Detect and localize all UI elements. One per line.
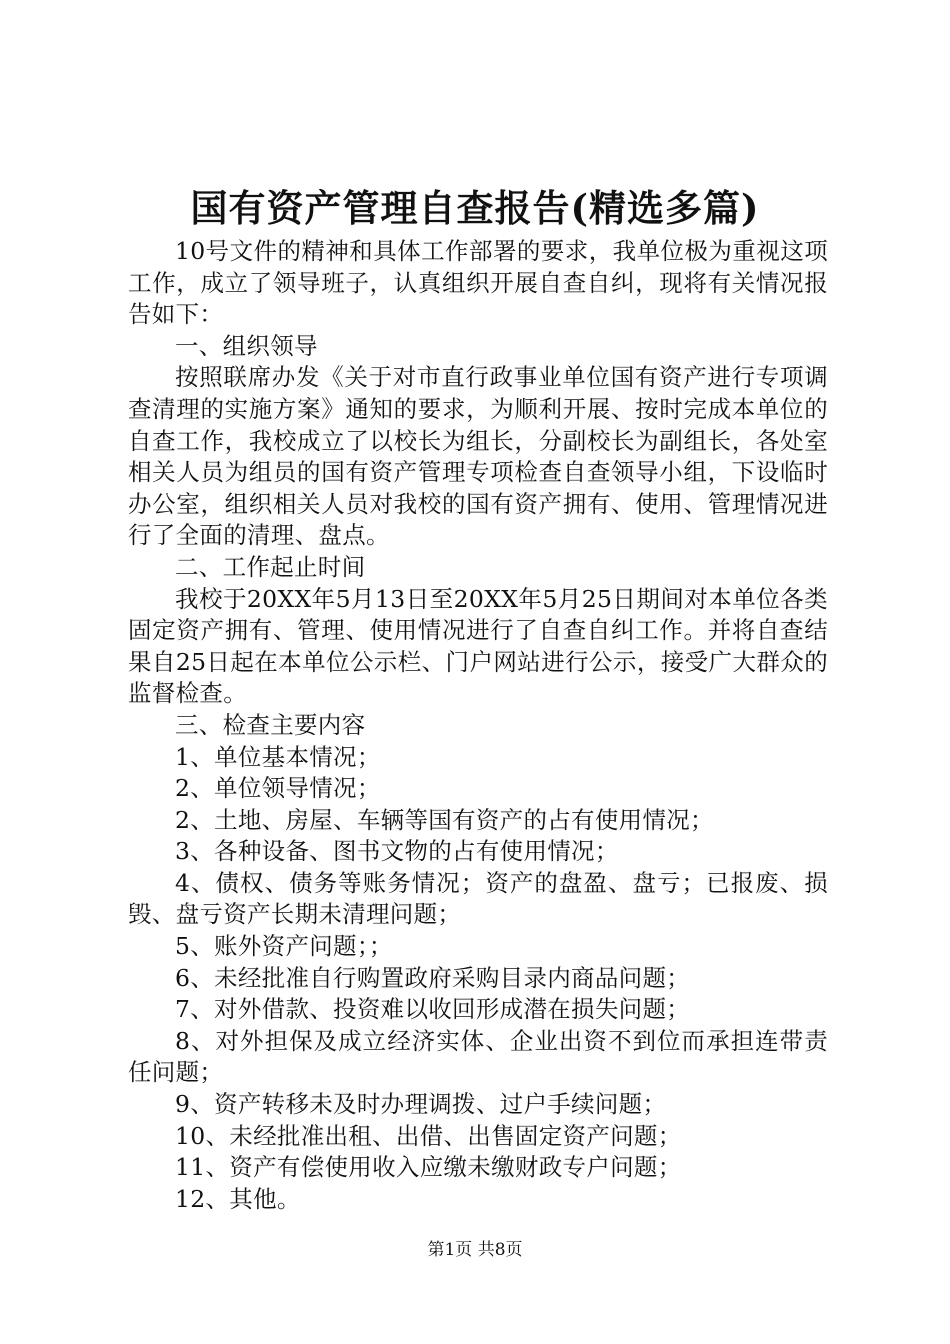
list-item: 5、账外资产问题；； [175, 932, 393, 961]
section-heading: 一、组织领导 [175, 331, 318, 360]
list-item: 11、资产有偿使用收入应缴未缴财政专户问题； [175, 1153, 682, 1182]
list-item: 3、各种设备、图书文物的占有使用情况； [175, 837, 619, 866]
document-title: 国有资产管理自查报告(精选多篇) [190, 186, 760, 230]
section-heading: 三、检查主要内容 [175, 710, 366, 739]
list-item: 2、单位领导情况； [175, 774, 381, 803]
list-item: 4、债权、债务等账务情况；资产的盘盈、盘亏；已报废、损毁、盘亏资产长期未清理问题； [128, 868, 828, 929]
page-number-footer: 第1页 共8页 [427, 1240, 523, 1260]
section-heading: 二、工作起止时间 [175, 552, 366, 581]
list-item: 2、土地、房屋、车辆等国有资产的占有使用情况； [175, 805, 714, 834]
paragraph: 按照联席办发《关于对市直行政事业单位国有资产进行专项调查清理的实施方案》通知的要求，为顺利开展、按时完成本单位的自查工作，我校成立了以校长为组长，分副校长为副组长，各处室相关人员为组员的国有资产管理专项检查自查领导小组，下设临时办公室，组织相关人员对我校的国有资产拥有、使用、管理情况进行了全面的清理、盘点。 [128, 363, 828, 550]
list-item: 12、其他。 [175, 1184, 301, 1213]
list-item: 10、未经批准出租、出借、出售固定资产问题； [175, 1121, 682, 1150]
list-item: 6、未经批准自行购置政府采购目录内商品问题； [175, 963, 691, 992]
list-item: 7、对外借款、投资难以收回形成潜在损失问题； [175, 995, 691, 1024]
list-item: 9、资产转移未及时办理调拨、过户手续问题； [175, 1090, 667, 1119]
paragraph: 10号文件的精神和具体工作部署的要求，我单位极为重视这项工作，成立了领导班子，认真组织开展自查自纠，现将有关情况报告如下： [128, 237, 828, 329]
paragraph: 我校于20XX年5月13日至20XX年5月25日期间对本单位各类固定资产拥有、管理、使用情况进行了自查自纠工作。并将自查结果自25日起在本单位公示栏、门户网站进行公示，接受广大群众的监督检查。 [128, 584, 828, 708]
list-item: 1、单位基本情况； [175, 742, 381, 771]
document-body [128, 236, 828, 1215]
list-item: 8、对外担保及成立经济实体、企业出资不到位而承担连带责任问题； [128, 1026, 828, 1087]
